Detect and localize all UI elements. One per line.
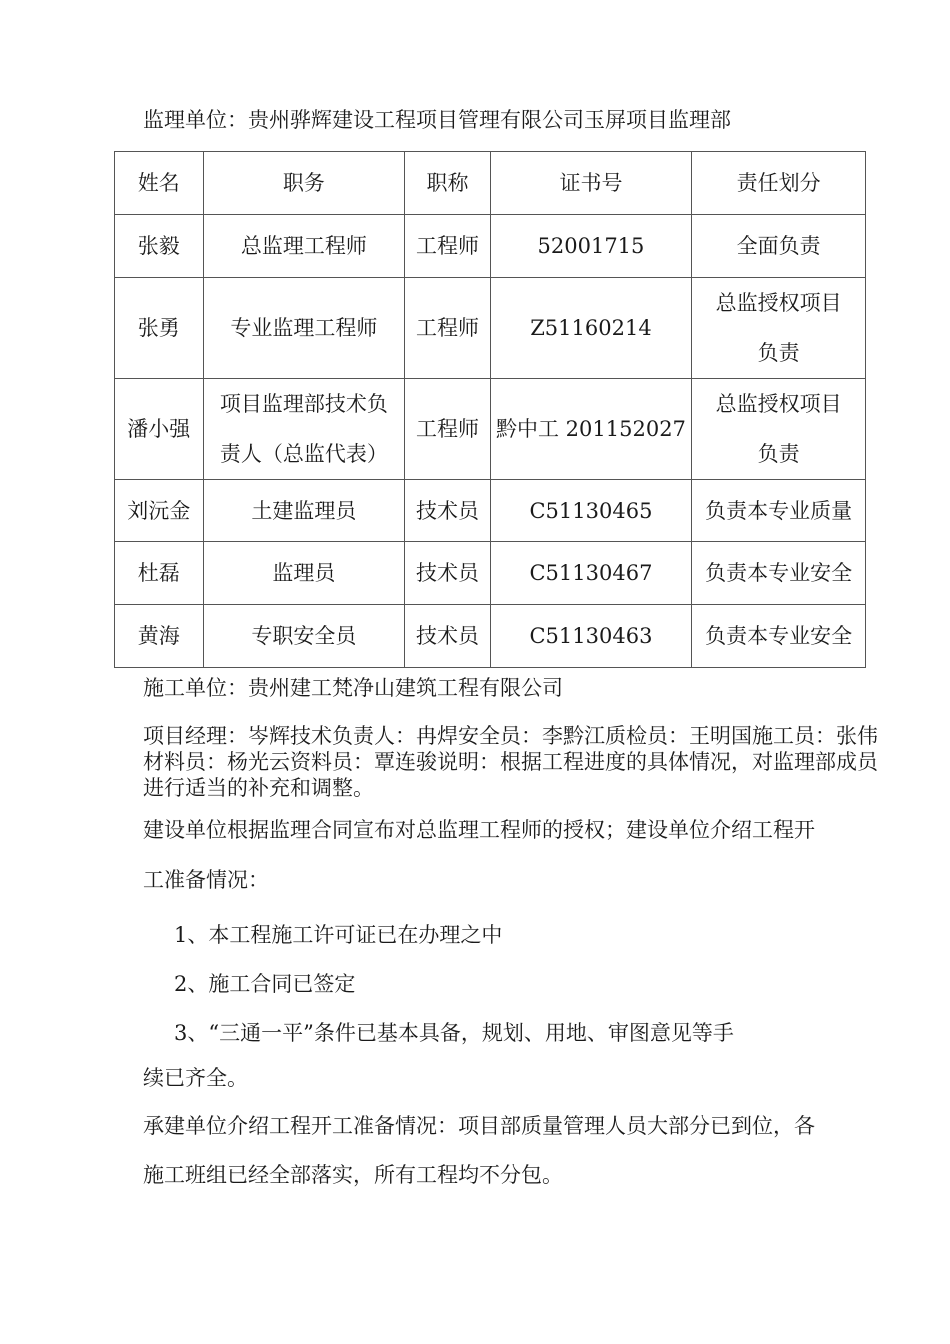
cell-post: 土建监理员 (203, 480, 405, 542)
cell-name: 潘小强 (115, 379, 204, 480)
header-duty: 责任划分 (692, 152, 866, 215)
contractor-paragraph-line-2: 施工班组已经全部落实，所有工程均不分包。 (143, 1163, 563, 1187)
supervision-unit-line: 监理单位：贵州骅辉建设工程项目管理有限公司玉屏项目监理部 (143, 108, 731, 132)
table-header-row (115, 152, 866, 215)
cell-post-line-2: 责人（总监代表） (219, 442, 388, 466)
header-name: 姓名 (115, 152, 204, 215)
cell-duty-line-2: 负责 (757, 341, 800, 365)
cell-title: 工程师 (405, 379, 491, 480)
header-cert: 证书号 (490, 152, 691, 215)
header-post: 职务 (203, 152, 405, 215)
cell-name: 刘沅金 (115, 480, 204, 542)
cell-name: 黄海 (115, 605, 204, 668)
personnel-table (114, 151, 866, 668)
construction-unit-line: 施工单位：贵州建工梵净山建筑工程有限公司 (143, 676, 563, 700)
staff-paragraph: 项目经理：岑辉技术负责人：冉焊安全员：李黔江质检员：王明国施工员：张伟材料员：杨光云资料员：覃连骏说明：根据工程进度的具体情况，对监理部成员进行适当的补充和调整。 (143, 724, 878, 800)
cell-title: 技术员 (405, 605, 491, 668)
cell-name: 张勇 (115, 278, 204, 379)
cell-cert: 52001715 (490, 215, 691, 278)
cell-title: 工程师 (405, 215, 491, 278)
cell-post-line-1: 项目监理部技术负 (219, 392, 388, 416)
cell-title: 技术员 (405, 542, 491, 605)
header-title: 职称 (405, 152, 491, 215)
cell-post: 总监理工程师 (203, 215, 405, 278)
cell-duty: 负责本专业安全 (692, 542, 866, 605)
owner-paragraph-line-2: 工准备情况： (143, 868, 269, 892)
cell-duty (692, 278, 866, 379)
list-item: 1、本工程施工许可证已在办理之中 (174, 923, 503, 947)
table-row (115, 480, 866, 542)
cell-cert: C51130463 (490, 605, 691, 668)
cell-duty: 全面负责 (692, 215, 866, 278)
list-item: 3、“三通一平”条件已基本具备，规划、用地、审图意见等手 (174, 1021, 734, 1045)
cell-duty-line-2: 负责 (757, 442, 800, 466)
table-row (115, 278, 866, 379)
table-row (115, 605, 866, 668)
cell-post (203, 379, 405, 480)
cell-duty: 负责本专业质量 (692, 480, 866, 542)
cell-post: 专业监理工程师 (203, 278, 405, 379)
contractor-paragraph-line-1: 承建单位介绍工程开工准备情况：项目部质量管理人员大部分已到位，各 (143, 1114, 815, 1138)
cell-cert: C51130465 (490, 480, 691, 542)
cell-title: 工程师 (405, 278, 491, 379)
list-item: 2、施工合同已签定 (174, 972, 356, 996)
table-row (115, 542, 866, 605)
list-item-continuation: 续已齐全。 (143, 1066, 248, 1090)
cell-cert: 黔中工 201152027 (490, 379, 691, 480)
cell-name: 杜磊 (115, 542, 204, 605)
cell-post: 专职安全员 (203, 605, 405, 668)
cell-duty-line-1: 总监授权项目 (715, 291, 842, 315)
cell-duty: 负责本专业安全 (692, 605, 866, 668)
cell-cert: Z51160214 (490, 278, 691, 379)
cell-cert: C51130467 (490, 542, 691, 605)
table-row (115, 379, 866, 480)
cell-duty-line-1: 总监授权项目 (715, 392, 842, 416)
cell-title: 技术员 (405, 480, 491, 542)
table-row (115, 215, 866, 278)
owner-paragraph-line-1: 建设单位根据监理合同宣布对总监理工程师的授权；建设单位介绍工程开 (143, 818, 815, 842)
cell-post: 监理员 (203, 542, 405, 605)
cell-name: 张毅 (115, 215, 204, 278)
cell-duty (692, 379, 866, 480)
